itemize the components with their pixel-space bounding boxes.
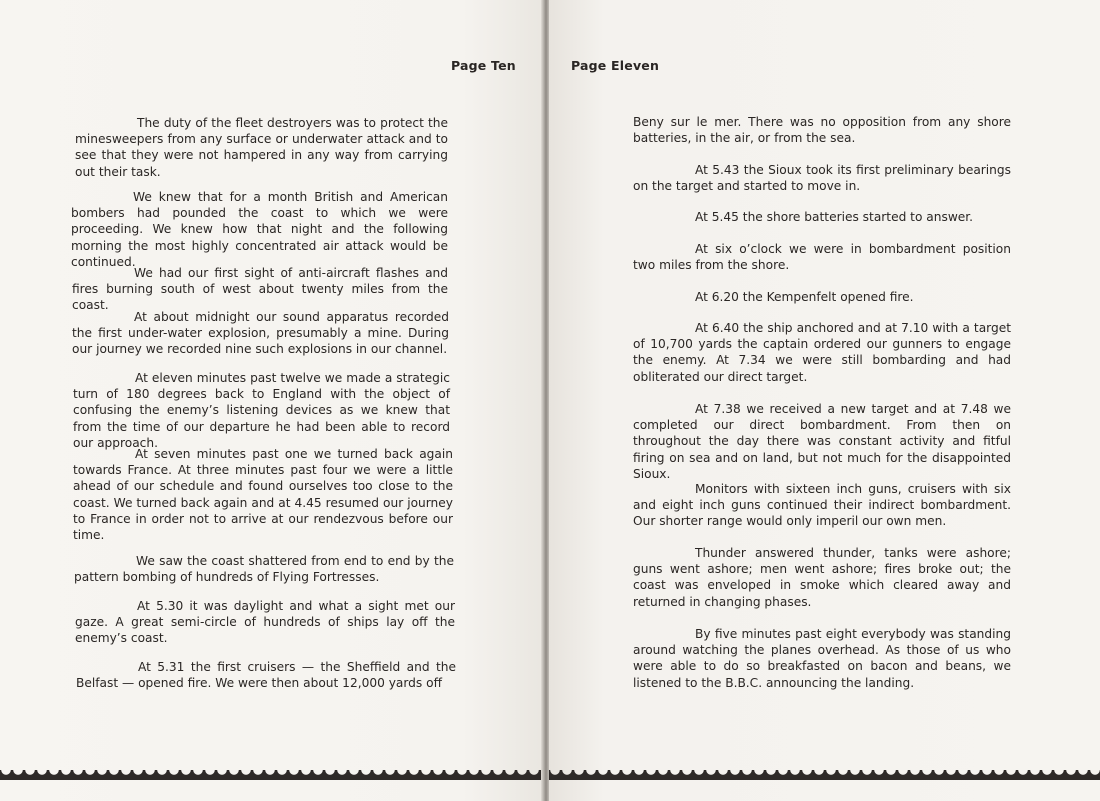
paragraph-kempenfelt: At 6.20 the Kempenfelt opened fire. (695, 290, 914, 304)
paragraph-ship-anchored: At 6.40 the ship anchored and at 7.10 with a target of 10,700 yards the captain ordered our gunners to engage the enemy. At 7.34 we were still bombarding and had obliterated our direct target. (633, 321, 1011, 384)
paragraph-coast-shattered: We saw the coast shattered from end to end by the pattern bombing of hundreds of Flying Fortresses. (74, 554, 454, 585)
paragraph-beny-sur-le-mer: Beny sur le mer. There was no opposition from any shore batteries, in the air, or from the sea. (633, 115, 1011, 146)
scallop-border-right (549, 770, 1100, 779)
page-heading-left: Page Ten (451, 58, 516, 73)
paragraph-bombardment-position: At six o’clock we were in bombardment position two miles from the shore. (633, 242, 1011, 273)
paragraph-midnight-explosion: At about midnight our sound apparatus recorded the first under-water explosion, presumably a mine. During our journey we recorded nine such explosions in our channel. (72, 310, 449, 357)
scallop-border-left (0, 770, 541, 779)
paragraph-strategic-turn: At eleven minutes past twelve we made a strategic turn of 180 degrees back to England with the object of confusing the enemy’s listening devices as we knew that from the time of our departure he had been able to record our approach. (73, 371, 450, 450)
paragraph-new-target: At 7.38 we received a new target and at 7.48 we completed our direct bombardment. From then on throughout the day there was constant activity and fitful firing on sea and on land, but not much for the disappointed Sioux. (633, 402, 1011, 481)
paragraph-monitors: Monitors with sixteen inch guns, cruisers with six and eight inch guns continued their indirect bombardment. Our shorter range would only imperil our own men. (633, 482, 1011, 529)
paragraph-cruisers-fire: At 5.31 the first cruisers — the Sheffield and the Belfast — opened fire. We were then about 12,000 yards off (76, 660, 456, 691)
right-page (549, 0, 1100, 801)
paragraph-first-sight: We had our first sight of anti-aircraft flashes and fires burning south of west about twenty miles from the coast. (72, 266, 448, 313)
paragraph-back-to-france: At seven minutes past one we turned back again towards France. At three minutes past four we were a little ahead of our schedule and found ourselves too close to the coast. We turned back again and at 4.45 resumed our journey to France in order not to arrive at our rendezvous before our time. (73, 447, 453, 543)
paragraph-bombers-pounded: We knew that for a month British and American bombers had pounded the coast to which we were proceeding. We knew how that night and the following morning the most highly concentrated air attack would be continued. (71, 190, 448, 269)
paragraph-thunder: Thunder answered thunder, tanks were ashore; guns went ashore; men went ashore; fires broke out; the coast was enveloped in smoke which cleared away and returned in changing phases. (633, 546, 1011, 609)
paragraph-destroyers-duty: The duty of the fleet destroyers was to protect the minesweepers from any surface or underwater attack and to see that they were not hampered in any way from carrying out their task. (75, 116, 448, 179)
left-page (0, 0, 545, 801)
paragraph-sioux-bearings: At 5.43 the Sioux took its first preliminary bearings on the target and started to move in. (633, 163, 1011, 194)
paragraph-daylight: At 5.30 it was daylight and what a sight met our gaze. A great semi-circle of hundreds of ships lay off the enemy’s coast. (75, 599, 455, 646)
page-heading-right: Page Eleven (571, 58, 660, 73)
paragraph-shore-batteries: At 5.45 the shore batteries started to answer. (695, 210, 974, 224)
paragraph-breakfast: By five minutes past eight everybody was standing around watching the planes overhead. As those of us who were able to do so breakfasted on bacon and beans, we listened to the B.B.C. announcing the landing. (633, 627, 1011, 690)
